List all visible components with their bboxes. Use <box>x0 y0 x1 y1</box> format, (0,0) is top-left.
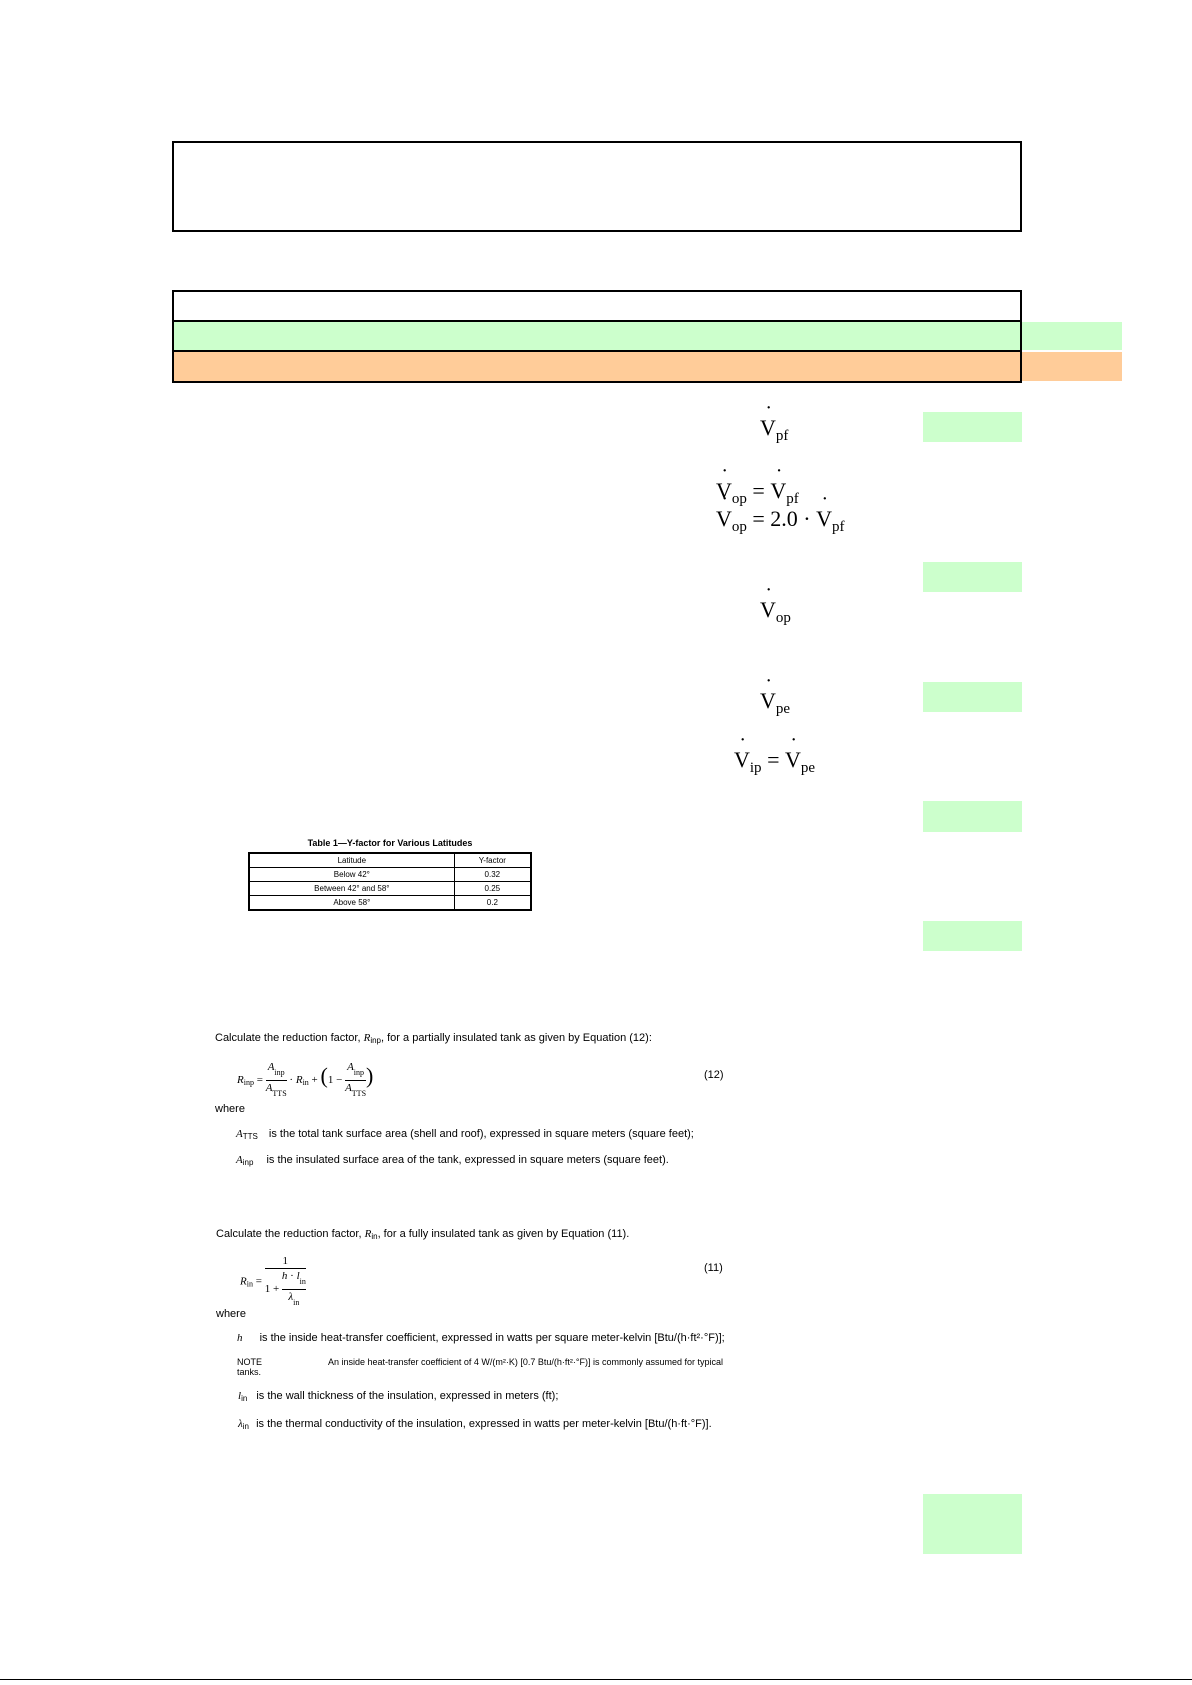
partial-where: where <box>215 1103 245 1115</box>
table-row: Above 58° 0.2 <box>249 896 531 911</box>
table-caption: Table 1—Y-factor for Various Latitudes <box>307 838 473 848</box>
equation-12: $R_{inp}$ = $\frac{A_{inp}}{A_{TTS}}$ · $R_{in} + (1$ − $\frac{A_{inp}}{A_{TTS}}$ ) <box>237 1061 374 1098</box>
legend-input-band <box>174 322 1122 350</box>
title-box <box>172 141 1022 232</box>
page-bottom-rule <box>0 1679 1192 1680</box>
input-cell-y[interactable] <box>923 921 1022 951</box>
equation-ip: ˙ $V_{ip}$ = ˙ $V_{pe}$ <box>734 747 815 777</box>
input-cell-r[interactable] <box>923 1494 1022 1554</box>
equation-11-number: (11) <box>704 1262 723 1274</box>
full-where: where <box>216 1308 246 1320</box>
legend-output-band <box>174 352 1122 381</box>
input-cell-ip[interactable] <box>923 801 1022 832</box>
def-lin: $l_{in}$ is the wall thickness of the insulation, expressed in meters (ft); <box>238 1390 559 1403</box>
header-row-box <box>172 290 1022 322</box>
table-header: Latitude <box>249 853 454 868</box>
def-h: h is the inside heat-transfer coefficient, expressed in watts per square meter-kelvin [Btu/(h·ft²·°F)]; <box>237 1332 725 1344</box>
def-lambda: $\lambda_{in}$ is the thermal conductivity of the insulation, expressed in watts per meter-kelvin [Btu/(h·ft·°F)]. <box>238 1418 712 1431</box>
equation-11: $R_{in}$ = 1 1 + $\frac{h \cdot l_{in}}{\lambda_{in}}$ <box>240 1255 306 1307</box>
equation-op-1: ˙ $V_{op}$ = ˙ $V_{pf}$ <box>716 478 799 508</box>
input-cell-op[interactable] <box>923 562 1022 592</box>
equation-op-2: ˙ $V_{op} = 2.0$ · ˙ $V_{pf}$ <box>716 506 845 536</box>
table-row: Between 42° and 58° 0.25 <box>249 882 531 896</box>
flow-pe: ˙ $V_{pe}$ <box>760 688 790 718</box>
legend-border-right <box>1020 320 1022 383</box>
legend-border-mid <box>172 350 1022 352</box>
input-cell-pf[interactable] <box>923 412 1022 442</box>
note: NOTE An inside heat-transfer coefficient of 4 W/(m²·K) [0.7 Btu/(h·ft²·°F)] is commonly assumed for typical tanks. <box>237 1357 723 1377</box>
legend-border-bottom <box>172 381 1022 383</box>
v-symbol: ˙ V <box>760 415 776 441</box>
table-row: Below 42° 0.32 <box>249 868 531 882</box>
full-intro: Calculate the reduction factor, $R_{in}$, for a fully insulated tank as given by Equation (11). <box>216 1228 630 1241</box>
equation-12-number: (12) <box>704 1069 724 1081</box>
table-header: Y-factor <box>454 853 531 868</box>
input-cell-pe[interactable] <box>923 682 1022 712</box>
flow-pf: ˙ $V_{pf}$ <box>760 415 788 445</box>
partial-intro: Calculate the reduction factor, $R_{inp}$, for a partially insulated tank as given by Equation (12): <box>215 1032 652 1045</box>
def-atts: $A_{TTS}$ is the total tank surface area (shell and roof), expressed in square meters (square feet); <box>236 1128 694 1141</box>
flow-op: ˙ $V_{op}$ <box>760 597 791 627</box>
def-ainp: $A_{inp}$ is the insulated surface area of the tank, expressed in square meters (square feet). <box>236 1154 669 1167</box>
y-factor-table <box>248 838 532 911</box>
